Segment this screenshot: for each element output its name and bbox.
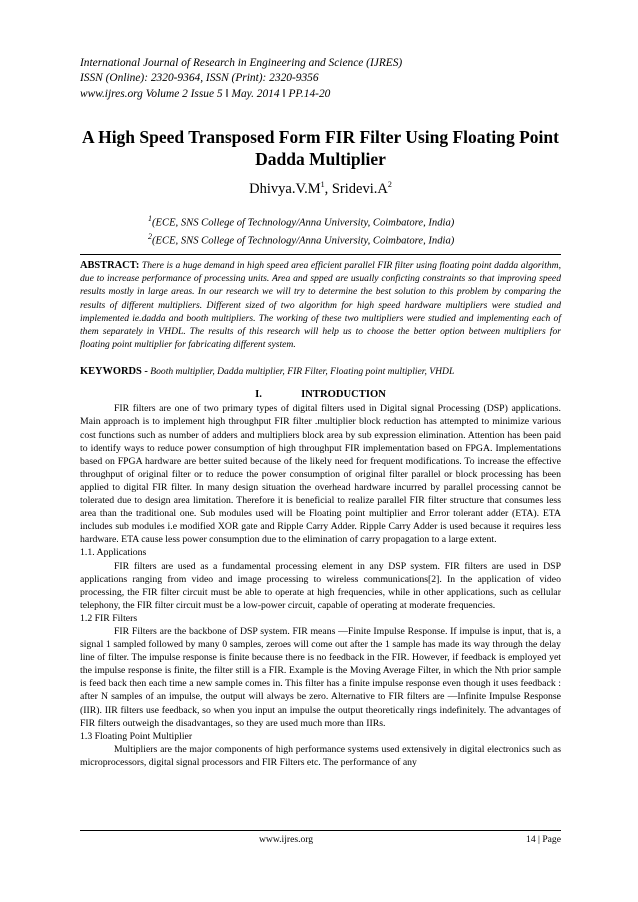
abstract-text: There is a huge demand in high speed area efficient parallel FIR filter using floating point dadda algorithm, due to increase performance of processing units. Area and spped are usually conficting constraints so that improving speed results mostly in large areas. In our research we will try to determine the best solution to this problem by comparing the results of different multipliers. Different sized of two algorithm for high speed hardware multipliers were studied and implemented ie.dadda and booth multipliers. The working of these two multipliers were studied and implementing each of them separately in VHDL. The results of this research will help us to choose the better option between multipliers for floating point multiplier for fabricating different system. [80, 259, 561, 351]
keywords-text: Booth multiplier, Dadda multiplier, FIR Filter, Floating point multiplier, VHDL [147, 366, 455, 378]
affiliation-2 [148, 230, 561, 248]
affiliation-1-mark: 1 [148, 213, 152, 223]
subsection-title-fir-filters: 1.2 FIR Filters [80, 612, 138, 624]
page-footer [80, 830, 561, 847]
author-line [80, 176, 561, 198]
affiliation-1-text: (ECE, SNS College of Technology/Anna University, Coimbatore, India) [152, 217, 455, 229]
affiliation-2-text: (ECE, SNS College of Technology/Anna University, Coimbatore, India) [152, 235, 455, 247]
abstract-label: ABSTRACT: [80, 259, 140, 271]
author-separator: , [324, 180, 332, 197]
author-1: Dhivya.V.M [249, 180, 321, 197]
fir-filters-paragraph: FIR Filters are the backbone of DSP system. FIR means ―Finite Impulse Response. If impulse is input, that is, a signal 1 sampled followed by many 0 samples, zeroes will come out after the 1 sample has made its way through the delay line of filter. The impulse response is finite because there is no feedback in the FIR. However, if feedback is employed yet the impulse response is finite, the filter still is a FIR. Example is the Moving Average Filter, in which the Nth prior sample is feed back then each time a new sample comes in. This filter has a finite impulse response even though it uses feedback : after N samples of an impulse, the output will always be zero. Alternative to FIR filters are ―Infinite Impulse Response (IIR). IIR filters use feedback, so when you input an impulse the output theoretically rings indefinitely. The advantages of FIR filters outweigh the disadvantages, so they are used much more than IIRs. [80, 625, 561, 729]
paper-page [80, 56, 561, 769]
subsection-title-floating-point: 1.3 Floating Point Multiplier [80, 730, 193, 742]
applications-paragraph: FIR filters are used as a fundamental processing element in any DSP system. FIR filters are used in DSP applications ranging from video and image processing to wireless communications[2]. In the application of video processing, the FIR filter circuit must be able to operate at high frequencies, while in other applications, such as cellular telephony, the FIR filter circuit must be a low-power circuit, capable of operating at moderate frequencies. [80, 560, 561, 611]
section-number: I. [255, 389, 262, 401]
keywords-label: KEYWORDS - [80, 366, 148, 378]
affiliation-2-mark: 2 [148, 231, 152, 241]
affiliation-1 [148, 212, 561, 230]
author-1-affiliation-mark: 1 [320, 179, 325, 189]
journal-volume: www.ijres.org Volume 2 Issue 5 ǁ May. 2014 ǁ PP.14-20 [80, 87, 331, 100]
journal-name: International Journal of Research in Engineering and Science (IJRES) [80, 57, 403, 69]
section-body [80, 402, 561, 769]
journal-header [80, 56, 561, 102]
author-2-affiliation-mark: 2 [387, 179, 392, 189]
intro-paragraph: FIR filters are one of two primary types of digital filters used in Digital signal Processing (DSP) applications. Main approach is to implement high throughput FIR filter .multiplier block reduction has attempted to minimize various cost functions such as number of adders and multipliers block area by sub expression elimination. Attention has been paid to identify ways to reduce power consumption of high throughput FIR implementation based on FPGA. Implementations based on FPGA hardware are better suited because of the likely need for frequent modifications. To increase the effective throughput of original filter or to reduce the power consumption of original filter parallel or block processing has been applied to digital FIR filter. In many design situation the overhead hardware incurred by parallel processing cannot be tolerated due to design area limitation. Therefore it is beneficial to realize parallel FIR filter structure that consumes less area than the traditional one. Sub modules used will be Floating point multiplier and Error tolerant adder (ETA). ETA includes sub modules i.e modified XOR gate and Ripple Carry Adder. Ripple Carry Adder is used because it requires less hardware. ETA cause less power consumption due to the elimination of carry propagation to a large extent. [80, 403, 561, 546]
footer-url: www.ijres.org [259, 834, 314, 845]
section-heading [80, 388, 561, 402]
subsection-title-applications: 1.1. Applications [80, 547, 147, 559]
abstract-divider [80, 254, 561, 255]
abstract [80, 259, 561, 351]
paper-title: A High Speed Transposed Form FIR Filter Using Floating Point Dadda Multiplier [82, 126, 559, 169]
section-title: INTRODUCTION [301, 389, 386, 401]
journal-issn: ISSN (Online): 2320-9364, ISSN (Print): 2320-9356 [80, 72, 319, 85]
keywords [80, 365, 561, 378]
footer-page-number: 14 | Page [526, 834, 561, 845]
author-2: Sridevi.A [331, 180, 388, 197]
affiliations [80, 212, 561, 248]
floating-point-paragraph: Multipliers are the major components of high performance systems used extensively in digital electronics such as microprocessors, digital signal processors and FIR Filters etc. The performance of any [80, 743, 561, 768]
